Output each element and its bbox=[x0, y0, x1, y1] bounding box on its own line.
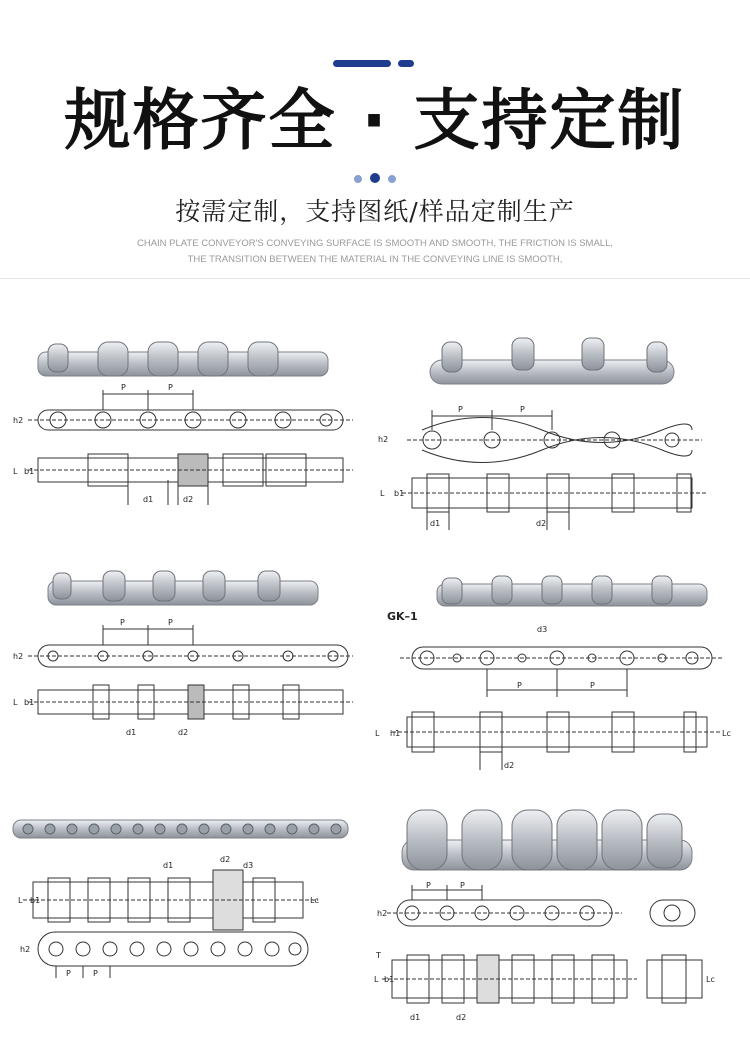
header-divider bbox=[0, 278, 750, 279]
dim-label-p: P bbox=[458, 405, 463, 414]
chain-model-label: GK–1 bbox=[387, 610, 418, 623]
dim-label-d2: d2 bbox=[456, 1013, 467, 1022]
page-header bbox=[0, 0, 750, 278]
dim-label-L: L bbox=[13, 698, 18, 707]
chain-side-view bbox=[387, 885, 695, 926]
dim-label-Lc: Lc bbox=[722, 729, 731, 738]
chain-panel-5 bbox=[8, 810, 360, 990]
dim-label-p: P bbox=[460, 881, 465, 890]
dim-label-L: L bbox=[380, 489, 385, 498]
page-subtitle: 按需定制，支持图纸/样品定制生产 bbox=[175, 197, 575, 226]
chain-drawing bbox=[8, 810, 360, 990]
chain-top-view bbox=[382, 955, 702, 1003]
dim-label-p: P bbox=[517, 681, 522, 690]
chain-side-view bbox=[407, 410, 702, 463]
dim-label-d2: d2 bbox=[220, 855, 231, 864]
dim-label-L: L bbox=[374, 975, 379, 984]
dim-label-d2: d2 bbox=[504, 761, 515, 770]
chain-drawing bbox=[372, 330, 742, 530]
dim-label-b1: b1 bbox=[24, 467, 35, 476]
dim-label-p: P bbox=[168, 618, 173, 627]
chain-top-view bbox=[28, 685, 353, 719]
dim-label-h2: h2 bbox=[377, 909, 388, 918]
chain-photo bbox=[437, 576, 707, 606]
dim-label-Lc: Lc bbox=[706, 975, 715, 984]
dim-label-h2: h2 bbox=[13, 652, 24, 661]
dim-label-T: T bbox=[376, 951, 381, 960]
english-caption-line-1: CHAIN PLATE CONVEYOR'S CONVEYING SURFACE IS SMOOTH AND SMOOTH, THE FRICTION IS SMALL, bbox=[136, 238, 613, 249]
dim-label-Lc: Lc bbox=[310, 896, 319, 905]
chain-drawing bbox=[372, 572, 742, 777]
dim-label-p: P bbox=[93, 969, 98, 978]
chain-side-view bbox=[28, 390, 353, 430]
chain-photo bbox=[48, 571, 318, 605]
dot-icon bbox=[388, 175, 396, 183]
dim-label-b1: b1 bbox=[30, 896, 41, 905]
dim-label-p: P bbox=[121, 383, 126, 392]
dim-label-p: P bbox=[66, 969, 71, 978]
dot-icon bbox=[354, 175, 362, 183]
chain-top-view bbox=[23, 870, 318, 930]
dim-label-L: L bbox=[18, 896, 23, 905]
dim-label-p: P bbox=[520, 405, 525, 414]
dim-label-d1: d1 bbox=[143, 495, 154, 504]
page-title: 规格齐全 · 支持定制 bbox=[64, 82, 686, 159]
chain-drawing bbox=[8, 565, 360, 745]
dim-label-h1: h1 bbox=[390, 729, 401, 738]
chain-photo bbox=[13, 820, 348, 838]
english-caption-line-2: THE TRANSITION BETWEEN THE MATERIAL IN THE CONVEYING LINE IS SMOOTH, bbox=[187, 254, 563, 265]
decorative-dots bbox=[0, 168, 750, 187]
dim-label-d1: d1 bbox=[430, 519, 441, 528]
chain-drawing bbox=[372, 800, 742, 1035]
chain-side-view bbox=[38, 932, 308, 978]
dim-label-d2: d2 bbox=[178, 728, 189, 737]
dim-label-b1: b1 bbox=[394, 489, 405, 498]
chain-side-view bbox=[28, 625, 353, 667]
dim-label-d2: d2 bbox=[183, 495, 194, 504]
dim-label-d1: d1 bbox=[126, 728, 137, 737]
chain-panel-1 bbox=[8, 330, 360, 520]
dim-label-b1: b1 bbox=[384, 975, 395, 984]
dot-icon bbox=[370, 173, 380, 183]
chain-photo bbox=[38, 342, 328, 376]
chain-photo bbox=[402, 810, 692, 870]
dim-label-p: P bbox=[590, 681, 595, 690]
dim-label-h2: h2 bbox=[13, 416, 24, 425]
dim-label-d1: d1 bbox=[410, 1013, 421, 1022]
dim-label-d2: d2 bbox=[536, 519, 547, 528]
dim-label-d3: d3 bbox=[537, 625, 548, 634]
dim-label-d3: d3 bbox=[243, 861, 254, 870]
chain-top-view bbox=[392, 712, 722, 770]
chain-panel-3 bbox=[8, 565, 360, 745]
accent-bar-long bbox=[333, 60, 391, 67]
dim-label-b1: b1 bbox=[24, 698, 35, 707]
chain-side-view bbox=[400, 647, 722, 697]
chain-panel-4 bbox=[372, 572, 742, 777]
dim-label-L: L bbox=[375, 729, 380, 738]
dim-label-h2: h2 bbox=[20, 945, 31, 954]
chain-panel-6 bbox=[372, 800, 742, 1035]
chain-photo bbox=[430, 338, 674, 384]
chain-drawing bbox=[8, 330, 360, 520]
dim-label-p: P bbox=[120, 618, 125, 627]
dim-label-h2: h2 bbox=[378, 435, 389, 444]
accent-bar-short bbox=[398, 60, 414, 67]
dim-label-p: P bbox=[426, 881, 431, 890]
dim-label-d1: d1 bbox=[163, 861, 174, 870]
chain-top-view bbox=[402, 474, 707, 530]
dim-label-p: P bbox=[168, 383, 173, 392]
chain-panel-2 bbox=[372, 330, 742, 530]
dim-label-L: L bbox=[13, 467, 18, 476]
